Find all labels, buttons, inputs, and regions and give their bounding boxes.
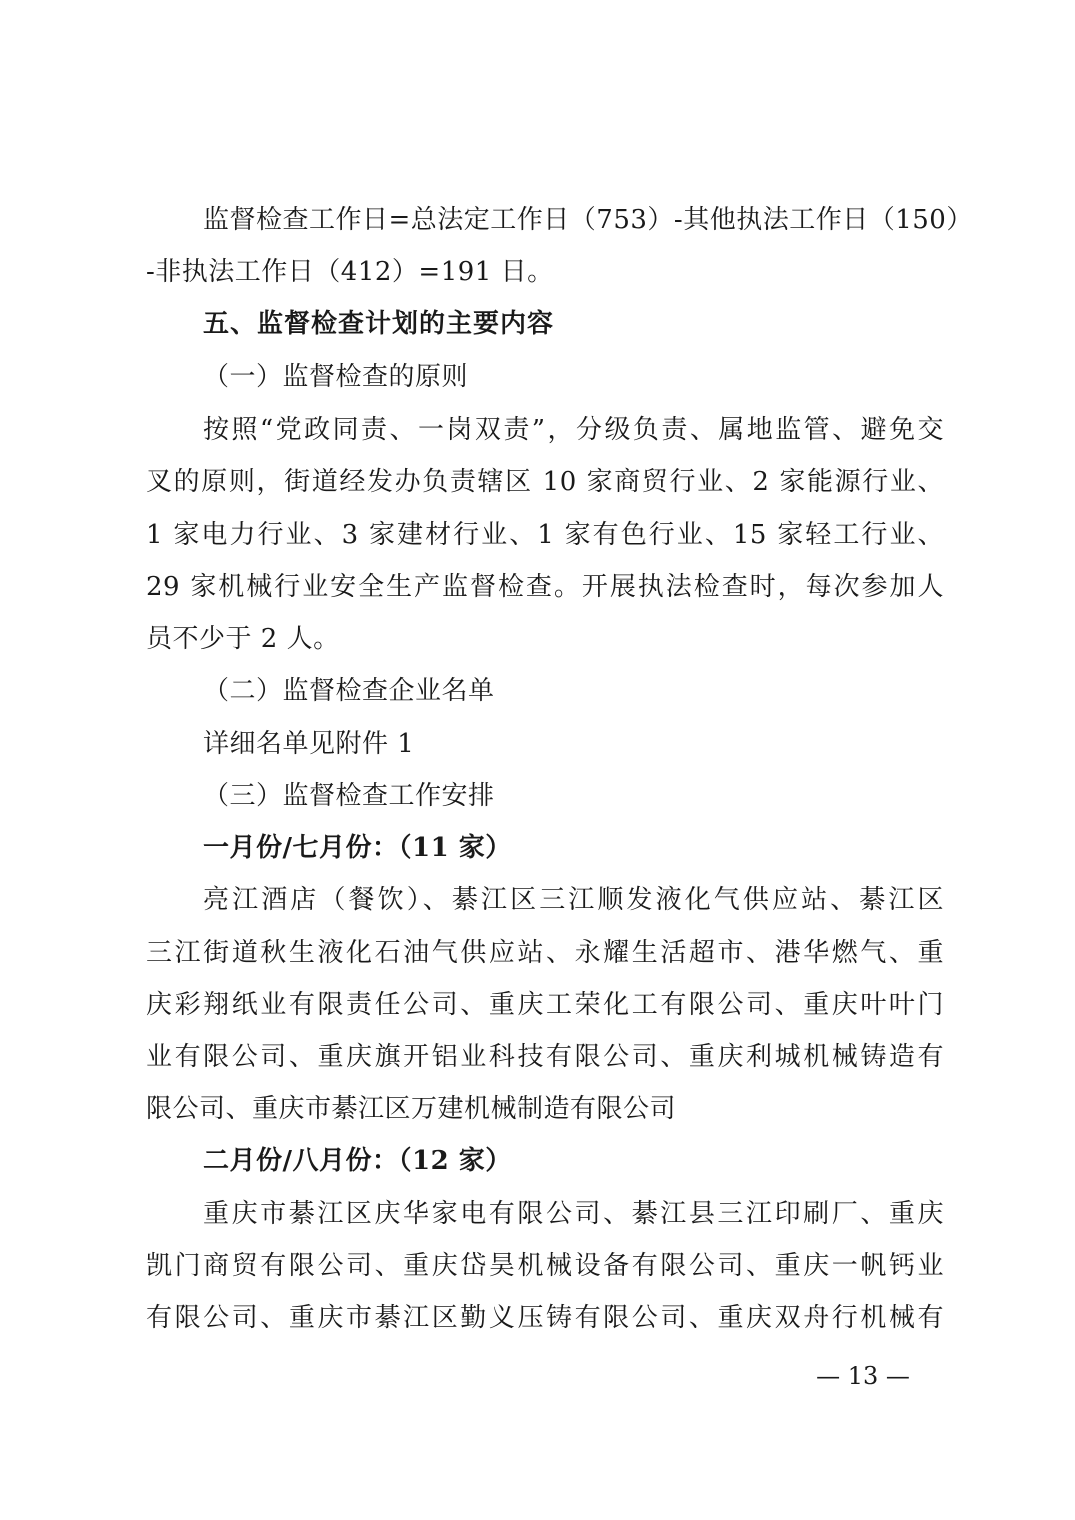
feb-aug-line-3: 有限公司、重庆市綦江区勤义压铸有限公司、重庆双舟行机械有	[146, 1303, 944, 1333]
section-heading: 五、监督检查计划的主要内容	[203, 309, 555, 339]
subheading-enterprise-list: （二）监督检查企业名单	[203, 676, 495, 706]
jan-jul-line-4: 业有限公司、重庆旗开铝业科技有限公司、重庆利城机械铸造有	[146, 1042, 944, 1072]
month-heading-jan-jul: 一月份/七月份：（11 家）	[203, 833, 512, 863]
formula-line-2: -非执法工作日（412）=191 日。	[146, 257, 554, 287]
subheading-schedule: （三）监督检查工作安排	[203, 781, 495, 811]
principles-line-1: 按照“党政同责、一岗双责”，分级负责、属地监管、避免交	[203, 415, 944, 445]
jan-jul-line-2: 三江街道秋生液化石油气供应站、永耀生活超市、港华燃气、重	[146, 938, 944, 968]
feb-aug-line-2: 凯门商贸有限公司、重庆岱昊机械设备有限公司、重庆一帆钙业	[146, 1251, 944, 1281]
jan-jul-line-5: 限公司、重庆市綦江区万建机械制造有限公司	[146, 1094, 677, 1124]
principles-line-5: 员不少于 2 人。	[146, 624, 340, 654]
jan-jul-line-1: 亮江酒店（餐饮）、綦江区三江顺发液化气供应站、綦江区	[203, 885, 944, 915]
page-number: — 13 —	[816, 1362, 910, 1390]
principles-line-2: 叉的原则，街道经发办负责辖区 10 家商贸行业、2 家能源行业、	[146, 467, 944, 497]
month-heading-feb-aug: 二月份/八月份：（12 家）	[203, 1146, 512, 1176]
principles-line-3: 1 家电力行业、3 家建材行业、1 家有色行业、15 家轻工行业、	[146, 520, 944, 550]
jan-jul-line-3: 庆彩翔纸业有限责任公司、重庆工荣化工有限公司、重庆叶叶门	[146, 990, 944, 1020]
feb-aug-line-1: 重庆市綦江区庆华家电有限公司、綦江县三江印刷厂、重庆	[203, 1199, 944, 1229]
principles-line-4: 29 家机械行业安全生产监督检查。开展执法检查时，每次参加人	[146, 572, 944, 602]
subheading-principles: （一）监督检查的原则	[203, 362, 469, 392]
attachment-reference: 详细名单见附件 1	[203, 729, 415, 759]
formula-line-1: 监督检查工作日=总法定工作日（753）-其他执法工作日（150）	[203, 205, 973, 235]
